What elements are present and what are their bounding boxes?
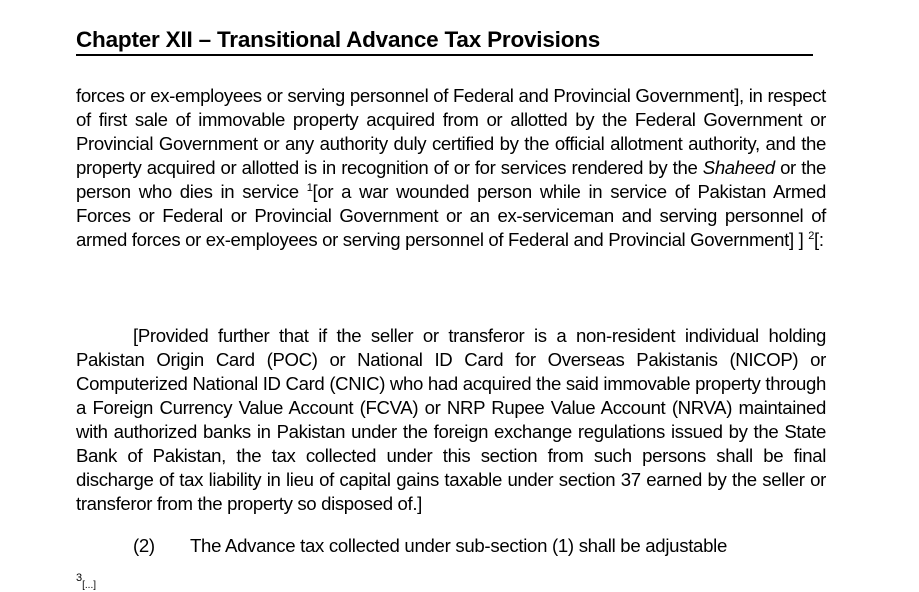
subsection-text: The Advance tax collected under sub-section (1) shall be adjustable — [190, 535, 728, 556]
paragraph-1-text-c: [or a war wounded person while in service of Pakistan Armed Forces or Federal or Provincial Government or an ex-serviceman and serving personnel of armed forces or ex-employees or serving personnel of Federal and Provincial Government] ] — [76, 181, 827, 250]
italic-term-shaheed: Shaheed — [702, 157, 775, 178]
paragraph-3-subsection — [133, 534, 727, 558]
paragraph-1 — [76, 84, 826, 252]
paragraph-2-text: [Provided further that if the seller or transferor is a non-resident individual holding Pakistan Origin Card (POC) or National ID Card for Overseas Pakistanis (NICOP) or Computerized National ID Card (CNIC) who had acquired the said immovable property through a Foreign Currency Value Account (FCVA) or NRP Rupee Value Account (NRVA) maintained with authorized banks in Pakistan under the foreign exchange regulations issued by the State Bank of Pakistan, the tax collected under this section from such persons shall be final discharge of tax liability in lieu of capital gains taxable under section 37 earned by the seller or transferor from the property so disposed of.] — [76, 325, 826, 514]
paragraph-1-text-a: forces or ex-employees or serving personnel of Federal and Provincial Government], in respect of first sale of immovable property acquired from or allotted by the Federal Government or Provincial Government or any authority duly certified by the official allotment authority, and the property acquired or allotted is in recognition of or for services rendered by the — [76, 85, 826, 178]
footnote-partial-text: [...] — [82, 580, 97, 591]
footnote-marker-3: 3 — [76, 572, 83, 584]
paragraph-2-proviso — [76, 324, 826, 516]
footnote-marker-1[interactable]: 1 — [306, 182, 313, 194]
footnote-partial — [76, 572, 97, 592]
chapter-heading: Chapter XII – Transitional Advance Tax Provisions — [76, 26, 813, 56]
subsection-number: (2) — [133, 535, 155, 556]
paragraph-1-text-b: or the person who dies in service — [76, 157, 826, 202]
footnote-marker-2[interactable]: 2 — [808, 230, 815, 242]
paragraph-1-text-d: [: — [814, 229, 824, 250]
